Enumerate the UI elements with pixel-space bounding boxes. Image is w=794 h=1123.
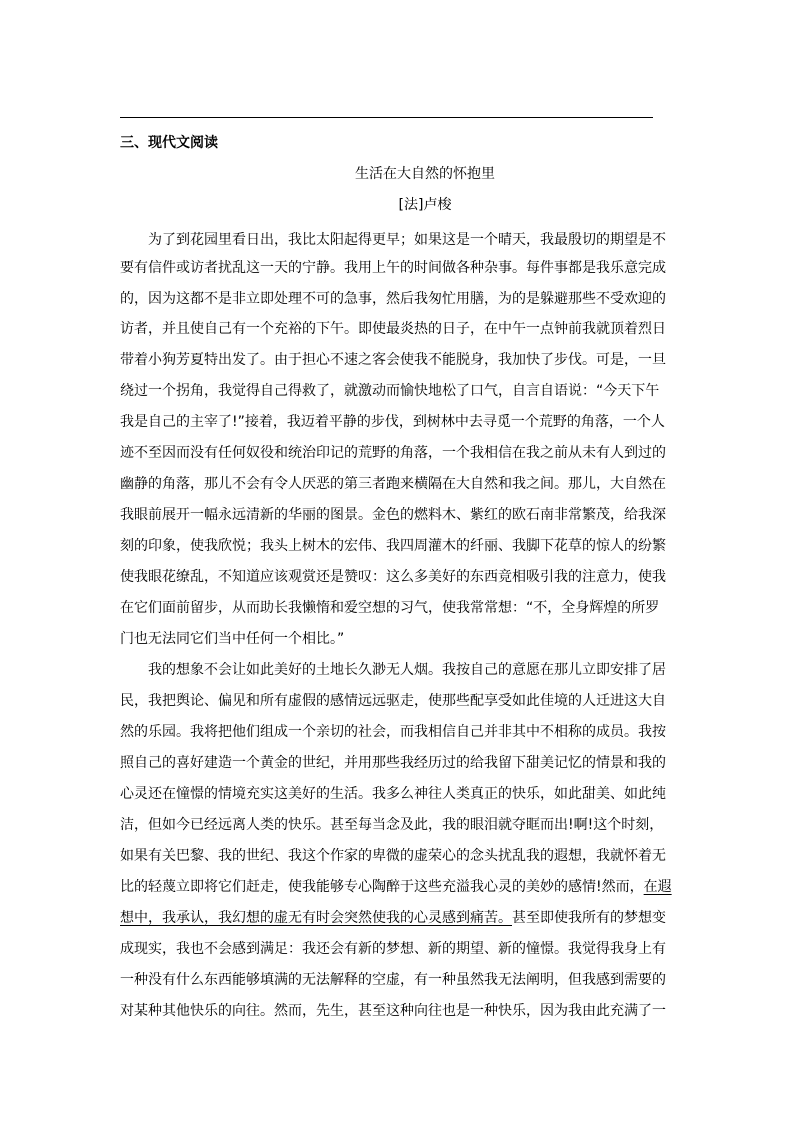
text-line — [120, 872, 672, 902]
text-line: 我眼前展开一幅永远清新的华丽的图景。金色的燃料木、紫红的欧石南非常繁茂，给我深 — [120, 507, 666, 523]
text-line: 访者，并且使自己有一个充裕的下午。即使最炎热的日子，在中午一点钟前我就顶着烈日 — [120, 321, 666, 337]
text-line: 照自己的喜好建造一个黄金的世纪，并用那些我经历过的给我留下甜美记忆的情景和我的 — [120, 755, 666, 771]
text-line: 刻的印象，使我欣悦；我头上树木的宏伟、我四周灌木的纤丽、我脚下花草的惊人的纷繁 — [120, 538, 666, 554]
top-divider — [120, 117, 653, 118]
text-line: 如果有关巴黎、我的世纪、我这个作家的卑微的虚荣心的念头扰乱我的遐想，我就怀着无 — [120, 848, 666, 864]
text-line: 洁，但如今已经远离人类的快乐。甚至每当念及此，我的眼泪就夺眶而出!啊!这个时刻， — [120, 817, 664, 833]
section-heading: 三、现代文阅读 — [120, 135, 218, 151]
text-line — [120, 903, 666, 933]
text-line: 心灵还在憧憬的情境充实这美好的生活。我多么神往人类真正的快乐，如此甜美、如此纯 — [120, 786, 666, 802]
text-line: 使我眼花缭乱，不知道应该观赏还是赞叹：这么多美好的东西竞相吸引我的注意力，使我 — [120, 569, 666, 585]
text-line: 成现实，我也不会感到满足：我还会有新的梦想、新的期望、新的憧憬。我觉得我身上有 — [120, 941, 666, 957]
article-title: 生活在大自然的怀抱里 — [355, 166, 495, 182]
text-line: 为了到花园里看日出，我比太阳起得更早；如果这是一个晴天，我最殷切的期望是不 — [148, 232, 666, 248]
text-line: 我的想象不会让如此美好的土地长久渺无人烟。我按自己的意愿在那儿立即安排了居 — [148, 662, 666, 678]
article-author: [法]卢梭 — [398, 197, 452, 213]
text-line: 在它们面前留步，从而助长我懒惰和爱空想的习气，使我常常想：“不，全身辉煌的所罗 — [120, 600, 660, 616]
text-line: 民，我把舆论、偏见和所有虚假的感情远远驱走，使那些配享受如此佳境的人迁进这大自 — [120, 693, 666, 709]
text-segment: 比的轻蔑立即将它们赶走，使我能够专心陶醉于这些充溢我心灵的美妙的感情!然而， — [120, 879, 644, 895]
text-line: 对某种其他快乐的向往。然而，先生，甚至这种向往也是一种快乐，因为我由此充满了一 — [120, 1003, 666, 1019]
text-line: 门也无法同它们当中任何一个相比。” — [120, 631, 345, 647]
text-line: 的，因为这都不是非立即处理不可的急事，然后我匆忙用膳，为的是躲避那些不受欢迎的 — [120, 291, 666, 307]
text-line: 我是自己的主宰了!”接着，我迈着平静的步伐，到树林中去寻觅一个荒野的角落，一个人 — [120, 414, 665, 430]
text-line: 然的乐园。我将把他们组成一个亲切的社会，而我相信自己并非其中不相称的成员。我按 — [120, 724, 666, 740]
text-line: 带着小狗芳夏特出发了。由于担心不速之客会使我不能脱身，我加快了步伐。可是，一旦 — [120, 352, 666, 368]
underlined-text: 想中，我承认，我幻想的虚无有时会突然使我的心灵感到痛苦。 — [120, 910, 512, 926]
text-line: 幽静的角落，那儿不会有令人厌恶的第三者跑来横隔在大自然和我之间。那儿，大自然在 — [120, 476, 666, 492]
text-line: 要有信件或访者扰乱这一天的宁静。我用上午的时间做各种杂事。每件事都是我乐意完成 — [120, 260, 666, 276]
text-line: 绕过一个拐角，我觉得自己得救了，就激动而愉快地松了口气，自言自语说：“今天下午 — [120, 383, 660, 399]
text-line: 一种没有什么东西能够填满的无法解释的空虚，有一种虽然我无法阐明，但我感到需要的 — [120, 972, 666, 988]
underlined-text: 在遐 — [643, 879, 672, 895]
text-segment: 甚至即使我所有的梦想变 — [512, 910, 666, 926]
text-line: 迹不至因而没有任何奴役和统治印记的荒野的角落，一个我相信在我之前从未有人到过的 — [120, 445, 666, 461]
